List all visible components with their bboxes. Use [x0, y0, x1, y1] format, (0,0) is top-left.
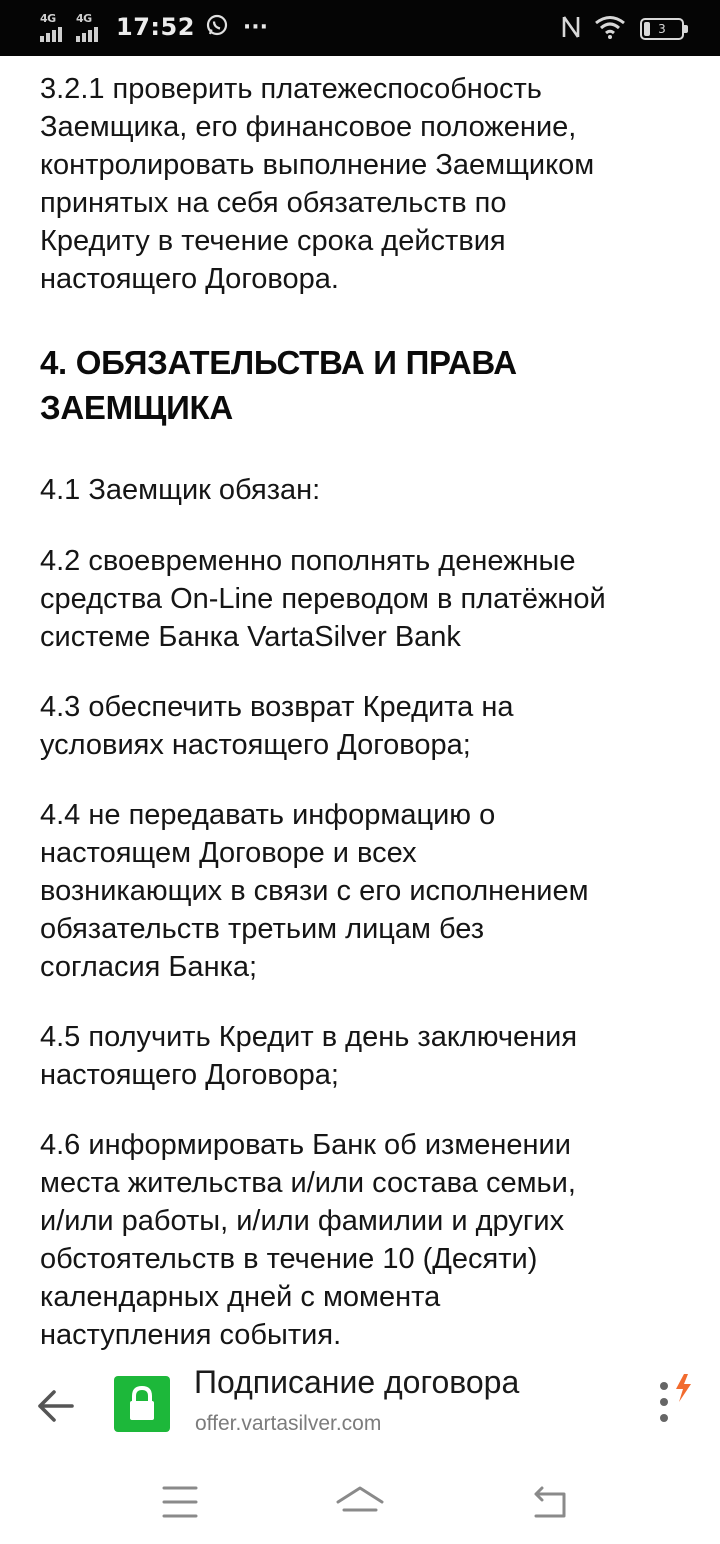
- clause-4-1: 4.1 Заемщик обязан:: [40, 474, 321, 506]
- clause-4-6: 4.6 информировать Банк об изменении места жительства и/или состава семьи, и/или работы, и/или фамилии и других обстоятельств в течение 10 (Десяти) календарных дней с момента наступления события.: [40, 1129, 576, 1351]
- clock: 17:52: [116, 13, 195, 41]
- battery-level: 3: [658, 22, 666, 36]
- back-arrow-icon[interactable]: [30, 1382, 82, 1430]
- whatsapp-icon: [205, 13, 229, 41]
- browser-address-bar[interactable]: [0, 1352, 720, 1456]
- recent-apps-menu-icon[interactable]: [150, 1480, 210, 1524]
- clause-3-2-1: 3.2.1 проверить платежеспособность Заемщика, его финансовое положение, контролировать выполнение Заемщиком принятых на себя обязательств по Кредиту в течение срока действия настоящего Договора.: [40, 73, 595, 295]
- secure-connection-lock-icon[interactable]: [114, 1376, 170, 1432]
- more-notifications-icon: ···: [242, 14, 268, 40]
- clause-4-3: 4.3 обеспечить возврат Кредита на условиях настоящего Договора;: [40, 691, 514, 761]
- battery-icon: [640, 18, 684, 40]
- document-content: [40, 70, 688, 1354]
- home-icon[interactable]: [330, 1480, 390, 1524]
- clause-4-4: 4.4 не передавать информацию о настоящем Договоре и всех возникающих в связи с его исполнением обязательств третьим лицам без согласия Банка;: [40, 799, 589, 983]
- page-title[interactable]: Подписание договора: [194, 1364, 520, 1400]
- network-type-label: 4G: [40, 12, 56, 25]
- back-icon[interactable]: [520, 1480, 580, 1524]
- nfc-icon: [562, 14, 580, 44]
- signal-icon: [76, 12, 108, 42]
- network-type-label: 4G: [76, 12, 92, 25]
- clause-4-2: 4.2 своевременно пополнять денежные средства On-Line переводом в платёжной системе Банка VartaSilver Bank: [40, 545, 606, 653]
- page-url[interactable]: offer.vartasilver.com: [195, 1412, 382, 1435]
- wifi-icon: [594, 15, 626, 43]
- clause-4-5: 4.5 получить Кредит в день заключения настоящего Договора;: [40, 1021, 578, 1091]
- section-4-heading: 4. ОБЯЗАТЕЛЬСТВА И ПРАВА ЗАЕМЩИКА: [40, 344, 517, 426]
- system-navigation-bar: [0, 1456, 720, 1544]
- status-bar: [0, 0, 720, 56]
- signal-icon: [40, 12, 72, 42]
- browser-menu-icon[interactable]: [646, 1372, 702, 1432]
